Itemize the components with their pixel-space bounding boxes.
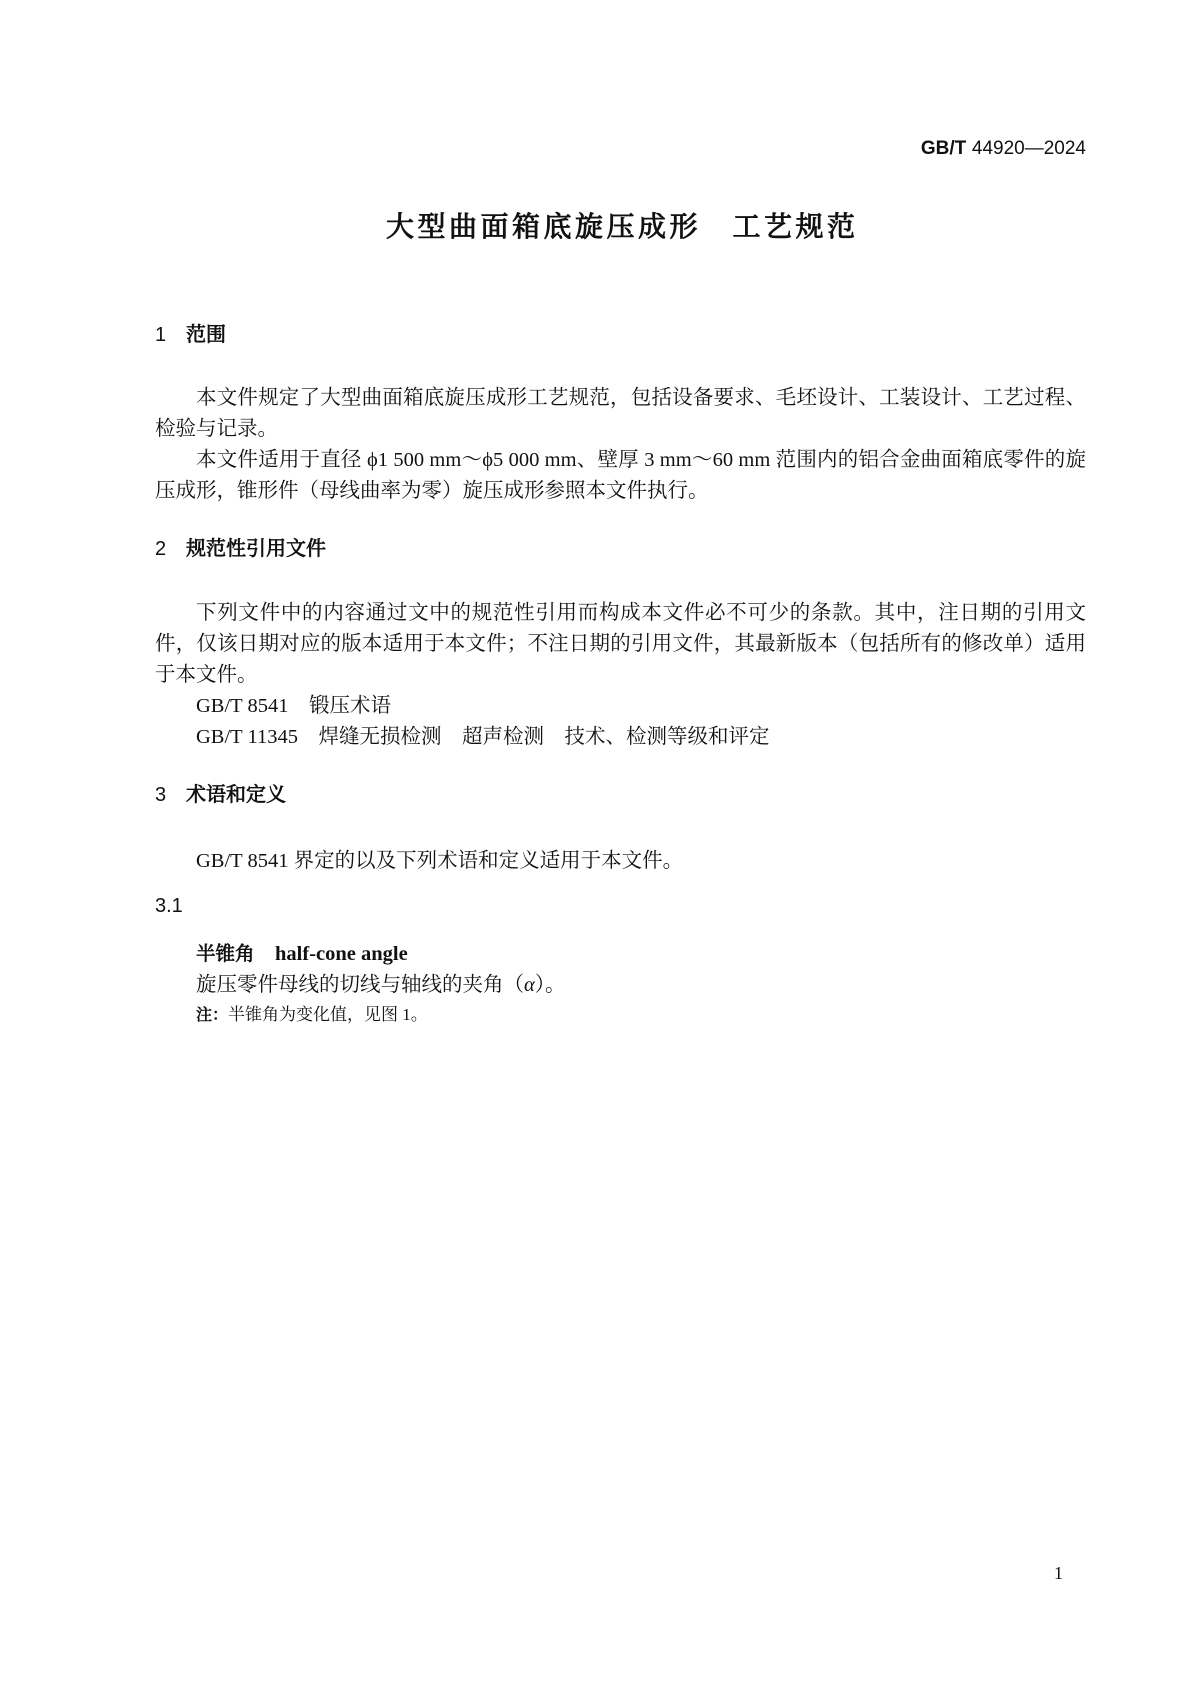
paragraph-line: 本文件规定了大型曲面箱底旋压成形工艺规范，包括设备要求、毛坯设计、工装设计、工艺过程、 bbox=[196, 387, 1086, 409]
reference-item bbox=[155, 691, 1086, 722]
term-note bbox=[155, 1001, 1086, 1029]
paragraph bbox=[155, 445, 1086, 507]
section-heading-normative-references bbox=[155, 534, 326, 565]
paragraph-line: 本文件适用于直径 ϕ1 500 mm～ϕ5 000 mm、壁厚 3 mm～60 mm 范围内的铝合金曲面箱底零件的旋 bbox=[196, 449, 1086, 471]
term-definition bbox=[155, 970, 1086, 1001]
paragraph-line: 于本文件。 bbox=[155, 664, 258, 686]
section-title: 术语和定义 bbox=[186, 784, 286, 806]
paragraph bbox=[155, 846, 1086, 877]
term-number bbox=[155, 891, 183, 922]
paragraph bbox=[155, 383, 1086, 445]
note-label: 注： bbox=[196, 1005, 229, 1024]
document-title: 大型曲面箱底旋压成形 工艺规范 bbox=[385, 210, 859, 243]
section-body-normative-references bbox=[155, 598, 1086, 753]
paragraph bbox=[155, 598, 1086, 691]
term-line bbox=[155, 938, 1086, 970]
section-heading-terms-and-definitions bbox=[155, 780, 286, 811]
paragraph-line: GB/T 8541 界定的以及下列术语和定义适用于本文件。 bbox=[196, 850, 684, 872]
definition-symbol: α bbox=[524, 974, 535, 996]
section-number: 2 bbox=[155, 538, 167, 560]
document-code-prefix: GB/T bbox=[920, 138, 967, 159]
section-heading-scope bbox=[155, 320, 226, 351]
section-number: 1 bbox=[155, 324, 167, 346]
paragraph-line: 下列文件中的内容通过文中的规范性引用而构成本文件必不可少的条款。其中，注日期的引用文 bbox=[196, 602, 1086, 624]
term-entry bbox=[155, 938, 1086, 1029]
term-number-text: 3.1 bbox=[155, 895, 183, 917]
term-english: half-cone angle bbox=[275, 943, 408, 965]
section-title: 规范性引用文件 bbox=[186, 538, 326, 560]
paragraph-line: 压成形，锥形件（母线曲率为零）旋压成形参照本文件执行。 bbox=[155, 480, 709, 502]
definition-text: 旋压零件母线的切线与轴线的夹角（ bbox=[196, 974, 524, 996]
section-number: 3 bbox=[155, 784, 167, 806]
reference-title: 焊缝无损检测 超声检测 技术、检测等级和评定 bbox=[318, 726, 770, 748]
section-body-terms-and-definitions bbox=[155, 846, 1086, 877]
reference-title: 锻压术语 bbox=[308, 695, 391, 717]
reference-code: GB/T 11345 bbox=[196, 726, 298, 748]
reference-item bbox=[155, 722, 1086, 753]
document-code-number: 44920—2024 bbox=[971, 138, 1086, 159]
paragraph-line: 检验与记录。 bbox=[155, 418, 278, 440]
reference-code: GB/T 8541 bbox=[196, 695, 289, 717]
section-title: 范围 bbox=[186, 324, 226, 346]
paragraph-line: 件，仅该日期对应的版本适用于本文件；不注日期的引用文件，其最新版本（包括所有的修改单）适用 bbox=[155, 633, 1086, 655]
term-chinese: 半锥角 bbox=[196, 942, 255, 965]
note-text: 半锥角为变化值，见图 1。 bbox=[228, 1005, 428, 1024]
definition-text-end: ）。 bbox=[534, 974, 566, 996]
section-body-scope bbox=[155, 383, 1086, 507]
document-code bbox=[921, 137, 1086, 161]
page-number: 1 bbox=[1054, 1563, 1063, 1583]
